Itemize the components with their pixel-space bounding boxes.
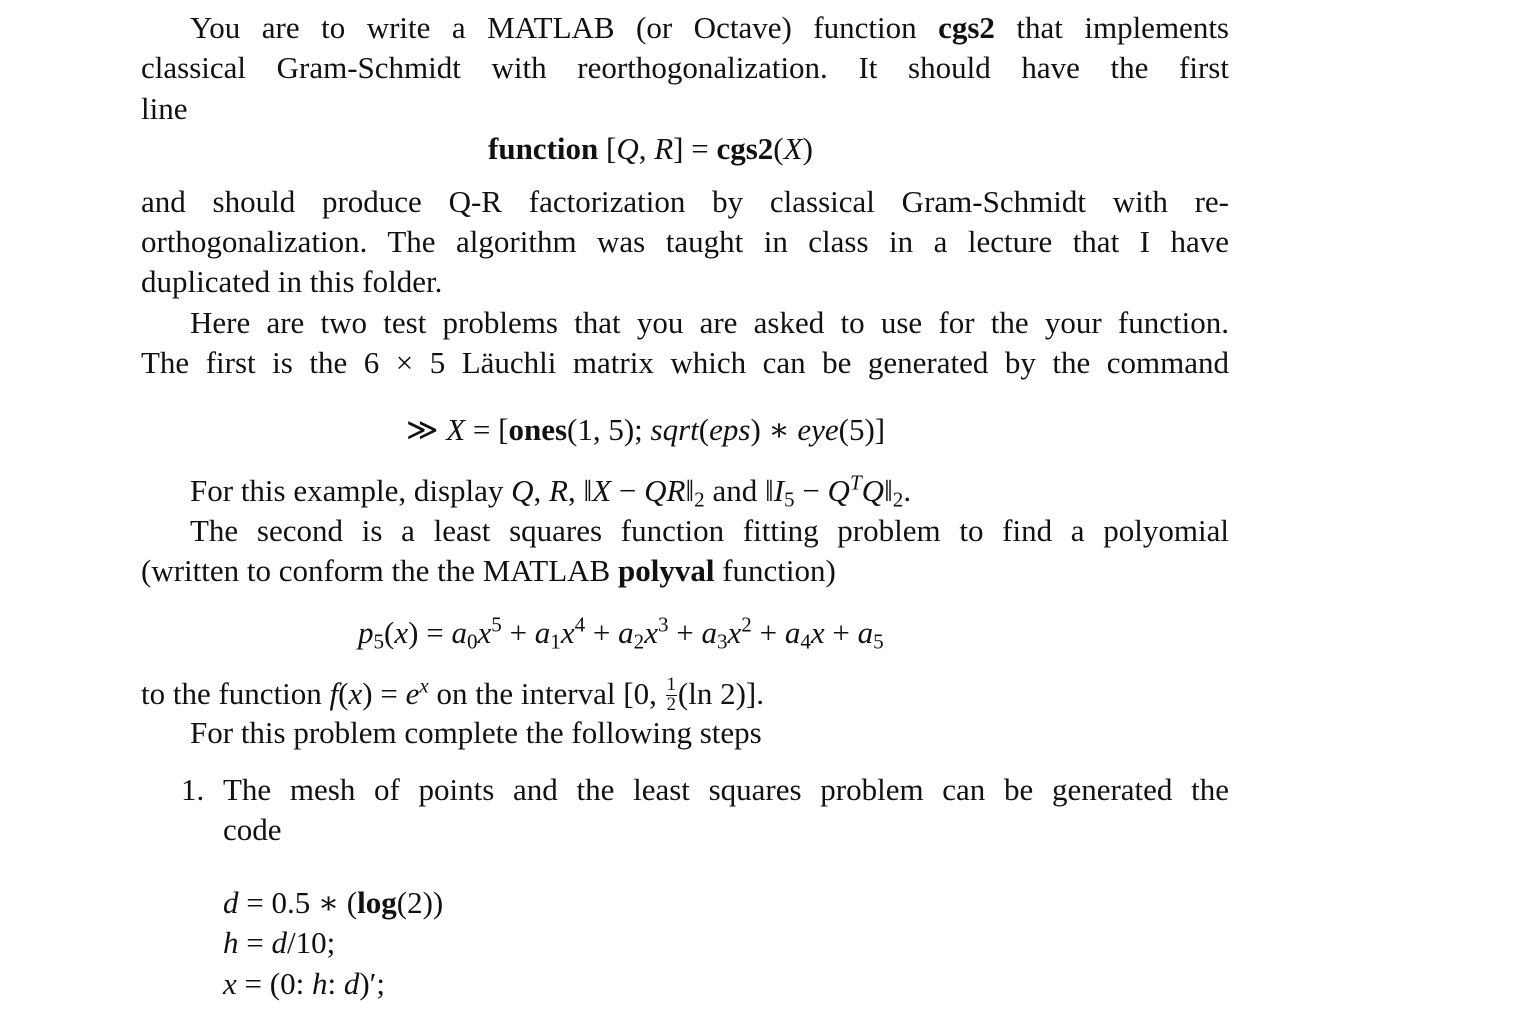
paragraph-2-line-3: duplicated in this folder. bbox=[141, 264, 443, 299]
paragraph-1-line-1: You are to write a MATLAB (or Octave) function cgs2 that implements bbox=[190, 10, 1229, 45]
paragraph-2-line-1: and should produce Q-R factorization by classical Gram-Schmidt with re- bbox=[141, 184, 1229, 219]
code-line-2: h = d/10; bbox=[223, 925, 336, 960]
paragraph-4: For this example, display Q, R, ‖X − $QR‖_2$ and $‖I_5$ − $Q^TQ‖_2$. bbox=[190, 470, 912, 512]
function-signature-equation: function [Q, R] = cgs2(X) bbox=[488, 131, 813, 166]
paragraph-2-line-2: orthogonalization. The algorithm was taught in class in a lecture that I have bbox=[141, 224, 1229, 259]
paragraph-5-line-1: The second is a least squares function fitting problem to find a polyomial bbox=[190, 513, 1229, 548]
paragraph-7: For this problem complete the following steps bbox=[190, 715, 762, 750]
paragraph-3-line-2: The first is the 6 × 5 Läuchli matrix which can be generated by the command bbox=[141, 345, 1229, 380]
polynomial-equation: $p_5(x) = a_0x^5 + a_1x^4 + a_2x^3 + a_3x^2 + a_4x + a_5$ bbox=[358, 612, 884, 654]
paragraph-1-line-3: line bbox=[141, 91, 188, 126]
list-item-marker: 1. bbox=[181, 772, 205, 807]
lauchli-command-equation: ≫ X = [ones(1, 5); sqrt(eps) ∗ eye(5)] bbox=[406, 412, 886, 447]
paragraph-5-line-2: (written to conform the the MATLAB polyval function) bbox=[141, 553, 836, 588]
code-line-3: x = (0: h: d)′; bbox=[223, 966, 386, 1001]
paragraph-1-line-2: classical Gram-Schmidt with reorthogonalization. It should have the first bbox=[141, 50, 1229, 85]
paragraph-3-line-1: Here are two test problems that you are asked to use for the your function. bbox=[190, 305, 1229, 340]
one-half-fraction: $\frac{1}{2}$ bbox=[666, 674, 676, 715]
list-item-1-line-1: The mesh of points and the least squares problem can be generated the bbox=[223, 772, 1229, 807]
function-keyword: function bbox=[488, 131, 599, 166]
paragraph-6: to the function $f(x) = e^x$ on the interval [0, $\frac{1}{2}$ (ln 2)]. bbox=[141, 673, 764, 715]
code-line-1: d = 0.5 ∗ (log(2)) bbox=[223, 885, 444, 920]
list-item-1-line-2: code bbox=[223, 812, 282, 847]
